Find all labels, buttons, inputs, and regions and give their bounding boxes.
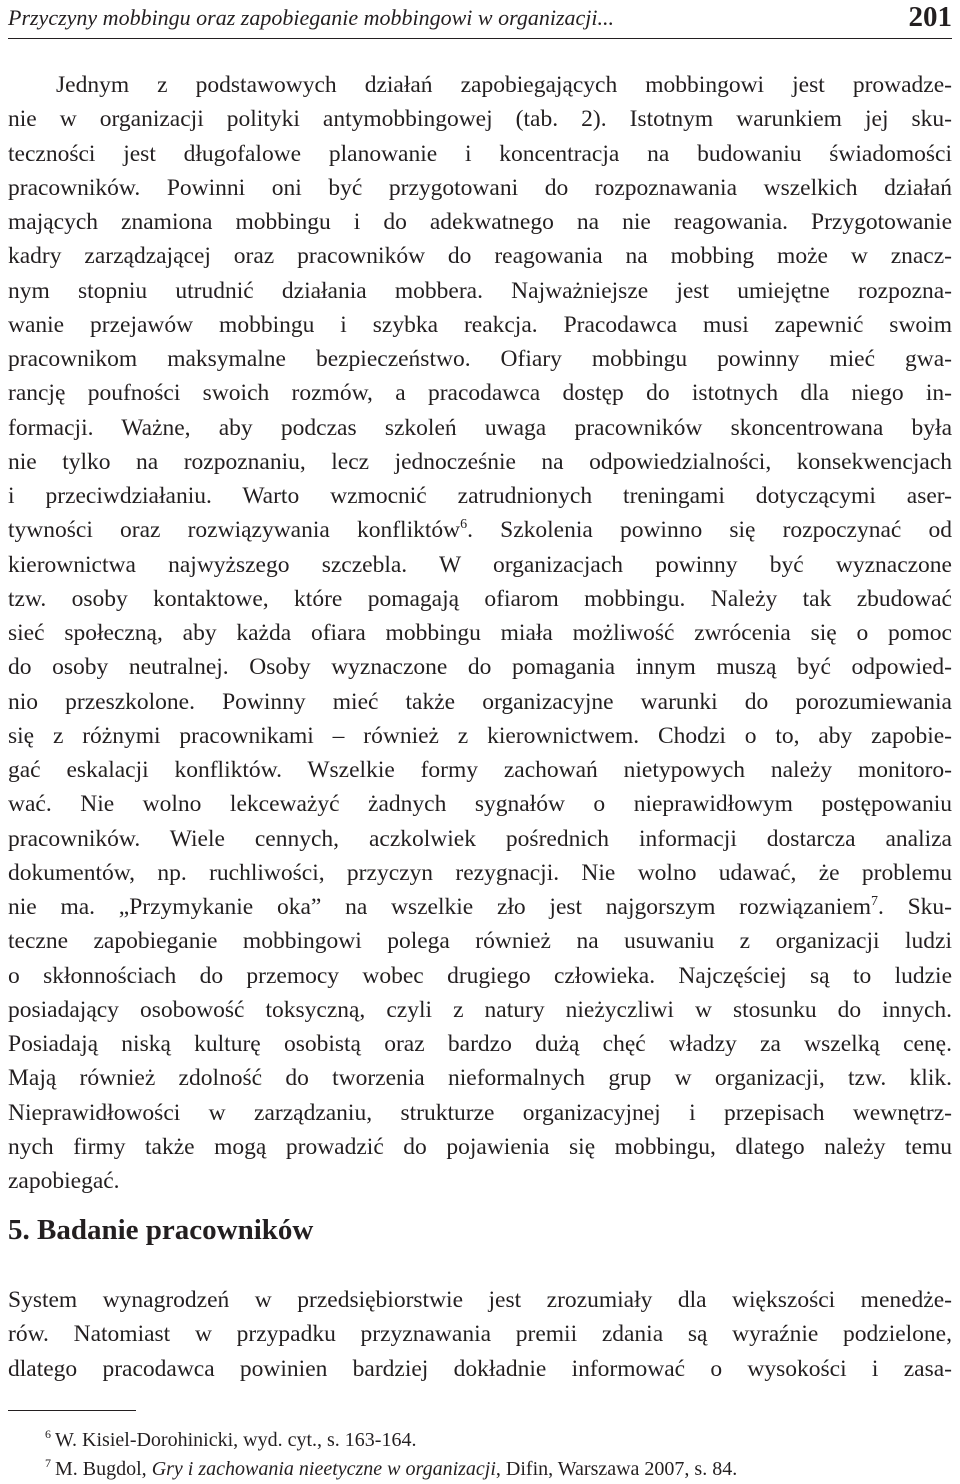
text-line: nie tylko na rozpoznaniu, lecz jednocześnie na odpowiedzialności, konsekwencjach (8, 448, 952, 475)
text-line: Nieprawidłowości w zarządzaniu, strukturze organizacyjnej i przepisach wewnętrz- (8, 1099, 952, 1126)
text-line: teczności jest długofalowe planowanie i koncentracja na budowaniu świadomości (8, 140, 952, 167)
footnotes (8, 1426, 952, 1484)
footnote-number: 6 (45, 1427, 51, 1441)
text-line: do osoby neutralnej. Osoby wyznaczone do pomagania innym muszą być odpowied- (8, 654, 952, 681)
footnote-publication: , Difin, Warszawa 2007, s. 84. (495, 1458, 738, 1480)
text-line: sieć społeczną, aby każda ofiara mobbingu miała możliwość zwrócenia się o pomoc (8, 620, 952, 646)
text-line: dlatego pracodawca powinien bardziej dokładnie informować o wysokości i zasa- (8, 1355, 952, 1382)
text-line: teczne zapobieganie mobbingowi polega również na usuwaniu z organizacji ludzi (8, 928, 952, 955)
text-line: pracownikom maksymalne bezpieczeństwo. Ofiary mobbingu powinny mieć gwa- (8, 346, 952, 372)
footnote-reference: 6 (460, 517, 468, 533)
footnote (8, 1426, 952, 1455)
text-line: dokumentów, np. ruchliwości, przyczyn rezygnacji. Nie wolno udawać, że problemu (8, 859, 952, 886)
text-line: nym stopniu utrudnić działania mobbera. Najważniejsze jest umiejętne rozpozna- (8, 277, 952, 304)
text-line: posiadający osobowość toksyczną, czyli z natury nieżyczliwi w stosunku do innych. (8, 996, 952, 1023)
text-segment: . Szkolenia powinno się rozpoczynać od (467, 517, 952, 544)
text-line-with-footnote (8, 890, 952, 924)
text-line: zapobiegać. (8, 1168, 120, 1194)
text-line: pracowników. Powinni oni być przygotowani do rozpoznawania wszelkich działań (8, 174, 952, 201)
text-line: gać eskalacji konfliktów. Wszelkie formy zachowań nietypowych należy monitoro- (8, 757, 952, 783)
text-line: rancję poufności swoich rozmów, a pracodawca dostęp do istotnych dla niego in- (8, 380, 952, 407)
text-line: i przeciwdziałaniu. Warto wzmocnić zatrudnionych treningami dotyczącymi aser- (8, 483, 952, 509)
text-line: formacji. Ważne, aby podczas szkoleń uwaga pracowników skoncentrowana była (8, 414, 952, 441)
text-segment: tywności oraz rozwiązywania konfliktów (8, 517, 461, 544)
text-line: Jednym z podstawowych działań zapobiegających mobbingowi jest prowadze- (56, 72, 952, 98)
text-segment: nie ma. „Przymykanie oka” na wszelkie zło jest najgorszym rozwiązaniem (8, 894, 871, 920)
section-paragraph (8, 1283, 952, 1386)
text-line: Mają również zdolność do tworzenia nieformalnych grup w organizacji, tzw. klik. (8, 1065, 952, 1092)
section-heading: 5. Badanie pracowników (8, 1214, 314, 1246)
text-line: System wynagrodzeń w przedsiębiorstwie jest zrozumiały dla większości menedże- (8, 1287, 952, 1313)
footnote-separator (8, 1410, 136, 1411)
text-line: wać. Nie wolno lekceważyć żadnych sygnałów o nieprawidłowym postępowaniu (8, 791, 952, 818)
text-line: wanie przejawów mobbingu i szybka reakcja. Pracodawca musi zapewnić swoim (8, 311, 952, 338)
text-line-with-footnote (8, 513, 952, 547)
footnote (8, 1455, 952, 1484)
text-line: nych firmy także mogą prowadzić do pojawienia się mobbingu, dlatego należy temu (8, 1133, 952, 1160)
page-number: 201 (908, 1, 952, 33)
text-segment: . Sku- (877, 894, 952, 920)
text-line: się z różnymi pracownikami – również z kierownictwem. Chodzi o to, aby zapobie- (8, 722, 952, 749)
main-paragraph (8, 68, 952, 1198)
text-line: kadry zarządzającej oraz pracowników do reagowania na mobbing może w znacz- (8, 243, 952, 270)
footnote-number: 7 (45, 1456, 51, 1470)
running-title: Przyczyny mobbingu oraz zapobieganie mobbingowi w organizacji... (8, 5, 614, 30)
footnote-author: M. Bugdol, (55, 1458, 152, 1480)
footnote-book-title: Gry i zachowania nieetyczne w organizacji (151, 1458, 496, 1480)
text-line: Posiadają niską kulturę osobistą oraz bardzo dużą chęć władzy za wszelką cenę. (8, 1031, 952, 1057)
text-line: mających znamiona mobbingu i do adekwatnego na nie reagowania. Przygotowanie (8, 209, 952, 235)
text-line: nie w organizacji polityki antymobbingowej (tab. 2). Istotnym warunkiem jej sku- (8, 106, 952, 133)
text-line: nio przeszkolone. Powinny mieć także organizacyjne warunki do porozumiewania (8, 688, 952, 715)
text-line: rów. Natomiast w przypadku przyznawania premii zdania są wyraźnie podzielone, (8, 1321, 952, 1348)
text-line: pracowników. Wiele cennych, aczkolwiek pośrednich informacji dostarcza analiza (8, 825, 952, 852)
footnote-text: W. Kisiel-Dorohinicki, wyd. cyt., s. 163-164. (55, 1429, 417, 1451)
text-line: o skłonnościach do przemocy wobec drugiego człowieka. Najczęściej są to ludzie (8, 962, 952, 989)
text-line: kierownictwa najwyższego szczebla. W organizacjach powinny być wyznaczone (8, 551, 952, 578)
text-line: tzw. osoby kontaktowe, które pomagają ofiarom mobbingu. Należy tak zbudować (8, 585, 952, 612)
page-header (8, 0, 952, 39)
footnote-reference: 7 (870, 894, 878, 909)
